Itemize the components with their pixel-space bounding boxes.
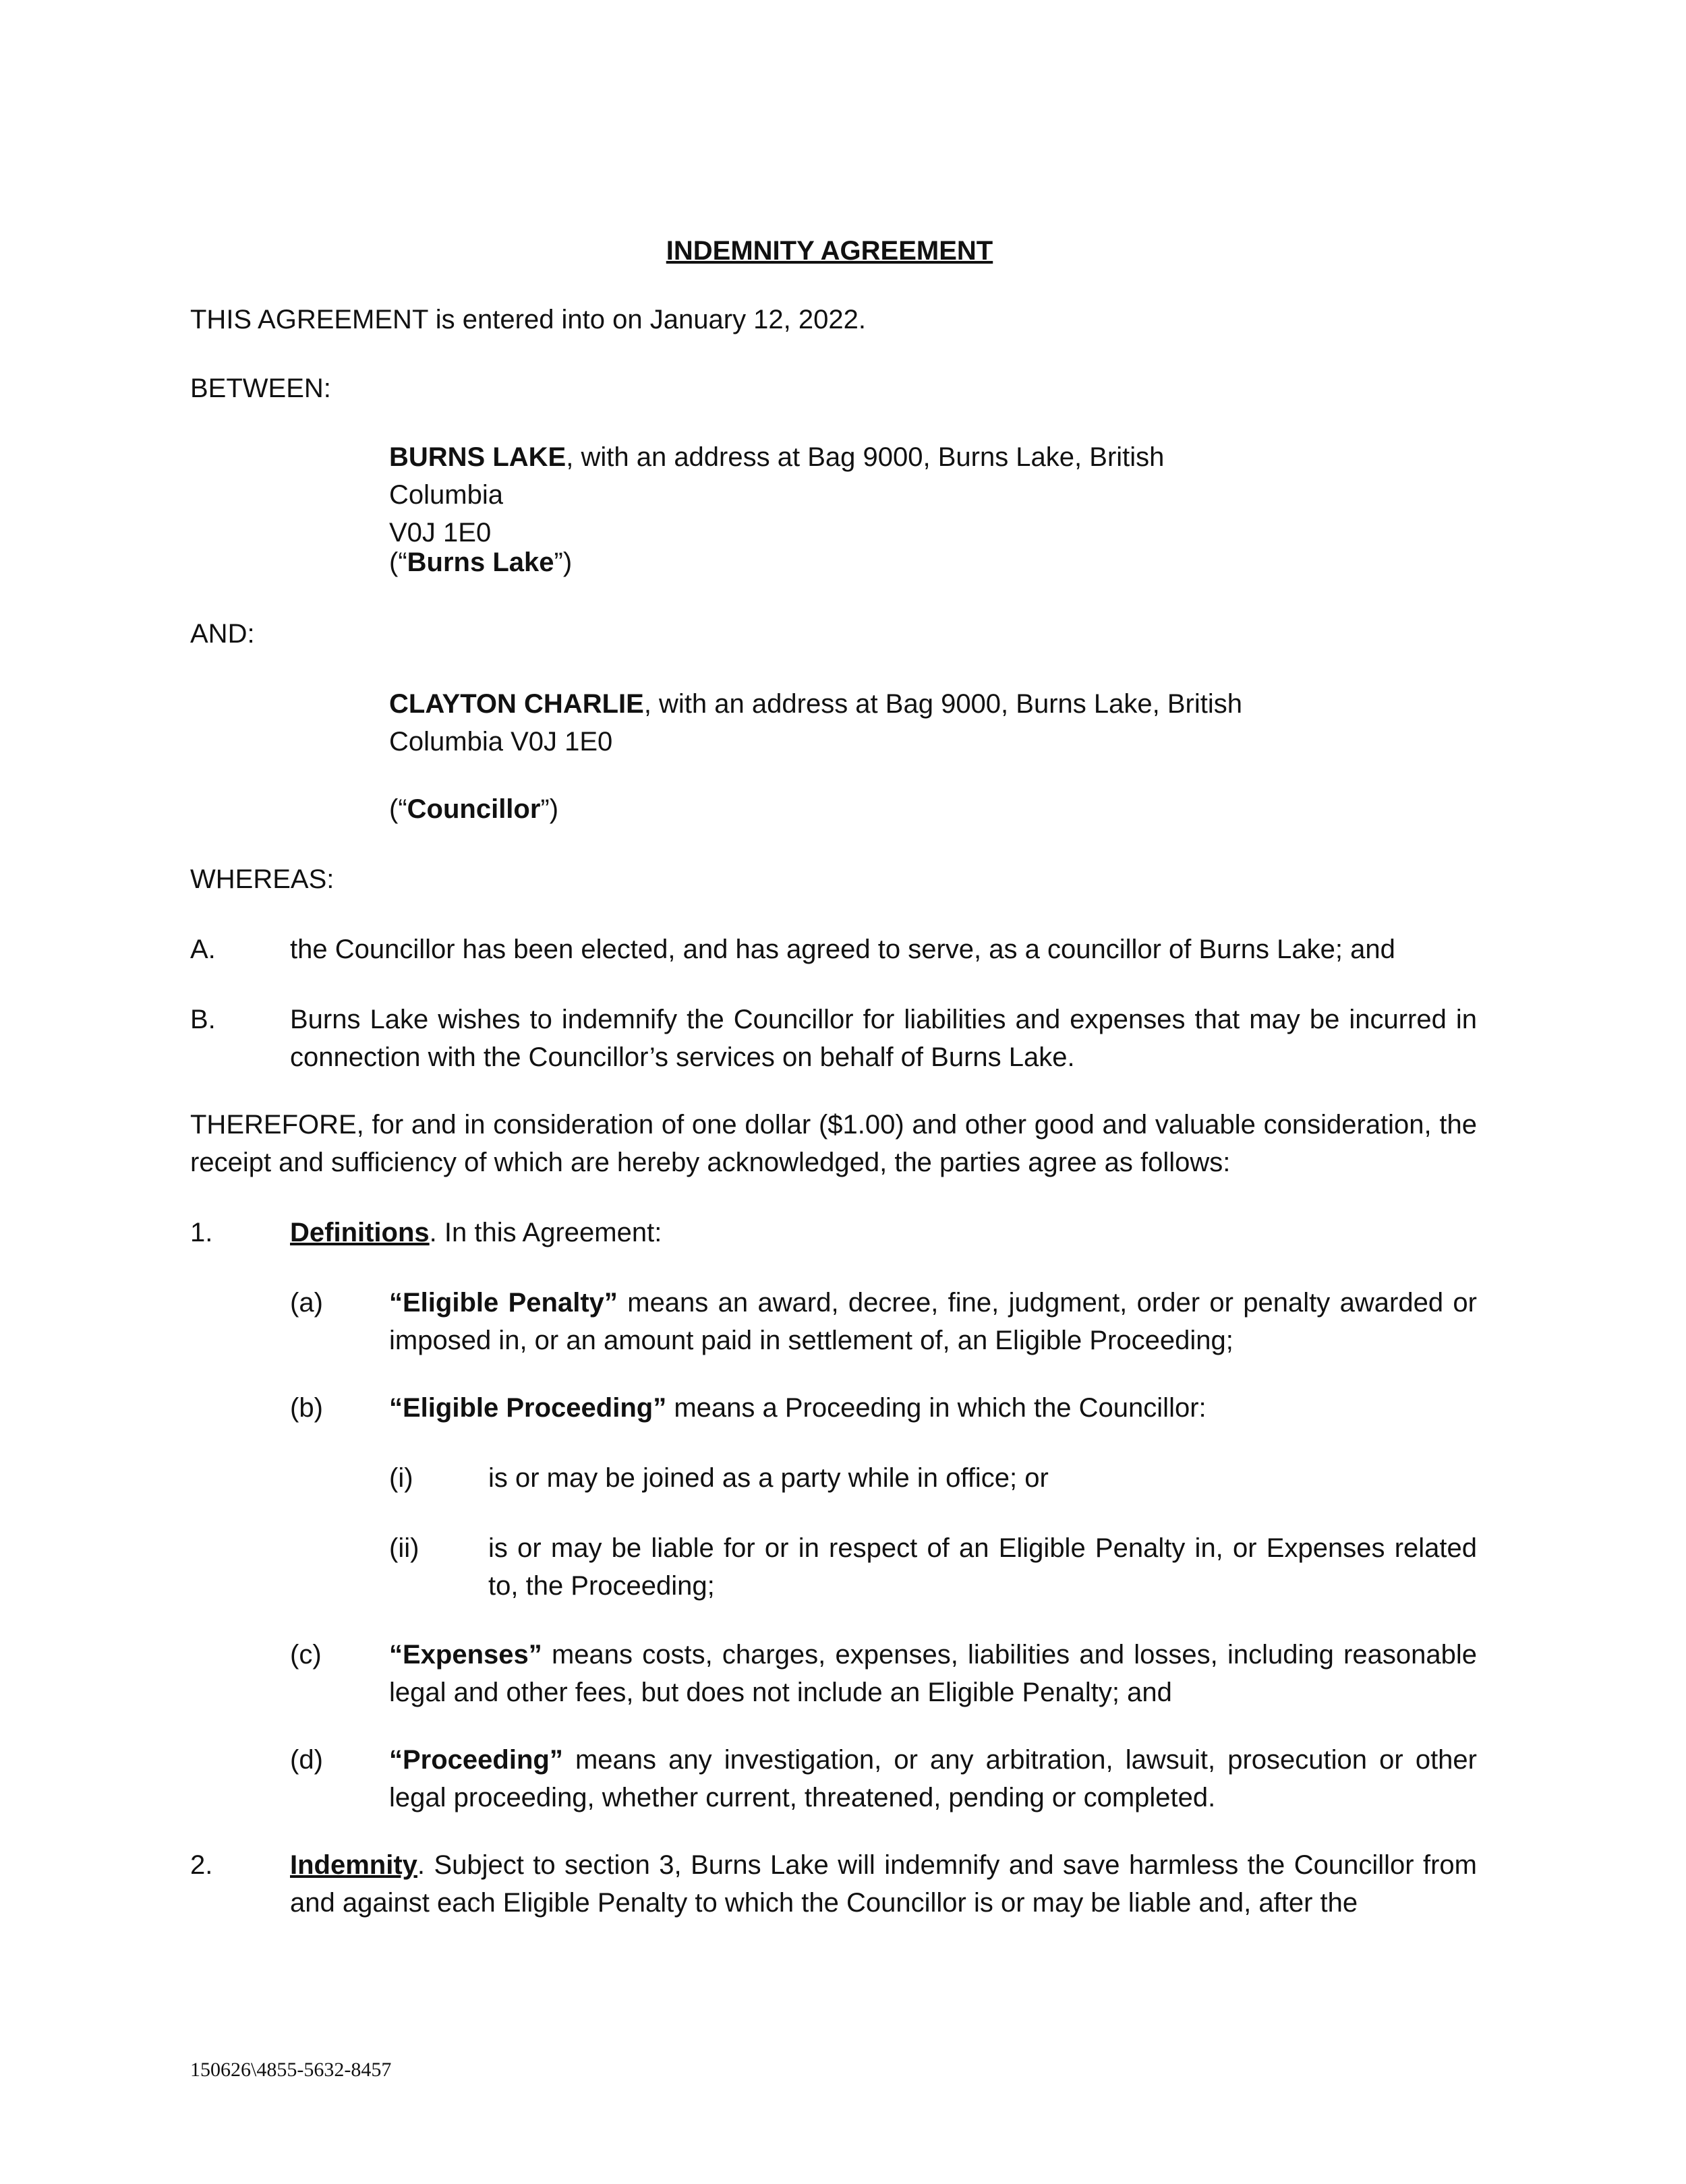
definition-b — [389, 1389, 1477, 1427]
party2-defined-term — [389, 790, 558, 828]
definition-d-label: (d) — [290, 1745, 323, 1775]
subitem-i-label: (i) — [389, 1463, 413, 1493]
between-label: BETWEEN: — [190, 374, 331, 403]
definition-c-term: “Expenses” — [389, 1640, 542, 1670]
recital-b-letter: B. — [190, 1005, 216, 1034]
definition-d-term: “Proceeding” — [389, 1745, 563, 1775]
whereas-label: WHEREAS: — [190, 864, 335, 894]
definition-d — [389, 1741, 1477, 1817]
definition-a-text: means an award, decree, fine, judgment, order or penalty awarded or imposed in, or an amount paid in settlement of, an Eligible Proceeding; — [389, 1288, 1477, 1355]
party2-address-line1: , with an address at Bag 9000, Burns Lake, British — [643, 689, 1242, 719]
party2-defined-open: (“ — [389, 794, 407, 824]
subitem-ii-label: (ii) — [389, 1533, 419, 1563]
party1-address-line1: , with an address at Bag 9000, Burns Lake, British Columbia — [389, 442, 1165, 510]
party1-defined-name: Burns Lake — [407, 548, 554, 577]
definition-d-text: means any investigation, or any arbitration, lawsuit, prosecution or other legal proceeding, whether current, threatened, pending or completed. — [389, 1745, 1477, 1812]
party2-name: CLAYTON CHARLIE — [389, 689, 644, 719]
party1-defined-open: (“ — [389, 548, 407, 577]
section1-heading-line — [290, 1214, 662, 1251]
definition-c — [389, 1636, 1477, 1711]
subitem-ii-text: is or may be liable for or in respect of an Eligible Penalty in, or Expenses related to, the Proceeding; — [488, 1533, 1477, 1601]
section2-paragraph — [290, 1846, 1477, 1922]
section1-heading: Definitions — [290, 1218, 430, 1247]
subitem-i-text: is or may be joined as a party while in office; or — [488, 1463, 1049, 1493]
party1-address-line2: V0J 1E0 — [389, 518, 492, 548]
party1-defined-term — [389, 543, 572, 581]
definition-b-term: “Eligible Proceeding” — [389, 1393, 667, 1423]
recital-a-text: the Councillor has been elected, and has agreed to serve, as a councillor of Burns Lake; and — [290, 935, 1395, 964]
definition-b-label: (b) — [290, 1393, 323, 1423]
definition-c-label: (c) — [290, 1640, 322, 1670]
recital-a-letter: A. — [190, 935, 216, 964]
party2-defined-name: Councillor — [407, 794, 541, 824]
party1-defined-close: ”) — [554, 548, 573, 577]
section2-heading: Indemnity — [290, 1850, 417, 1880]
party2-defined-close: ”) — [540, 794, 559, 824]
definition-a-label: (a) — [290, 1288, 323, 1318]
section2-number: 2. — [190, 1850, 213, 1880]
document-title: INDEMNITY AGREEMENT — [666, 236, 993, 266]
recital-b-text: Burns Lake wishes to indemnify the Councillor for liabilities and expenses that may be incurred in connection with the Councillor’s services on behalf of Burns Lake. — [290, 1005, 1477, 1072]
therefore-paragraph: THEREFORE, for and in consideration of one dollar ($1.00) and other good and valuable consideration, the receipt and sufficiency of which are hereby acknowledged, the parties agree as follows: — [190, 1110, 1477, 1177]
and-label: AND: — [190, 619, 255, 649]
intro-paragraph: THIS AGREEMENT is entered into on January 12, 2022. — [190, 305, 866, 334]
document-footer-id: 150626\4855-5632-8457 — [190, 2059, 392, 2081]
party2-address-line2: Columbia V0J 1E0 — [389, 727, 613, 757]
party1-name: BURNS LAKE — [389, 442, 566, 472]
definition-b-text: means a Proceeding in which the Councillor: — [666, 1393, 1207, 1423]
party2-block — [389, 685, 1279, 761]
definition-a — [389, 1284, 1477, 1359]
section1-number: 1. — [190, 1218, 213, 1247]
section2-text: . Subject to section 3, Burns Lake will indemnify and save harmless the Councillor from and against each Eligible Penalty to which the Councillor is or may be liable and, after the — [290, 1850, 1477, 1918]
section1-intro: . In this Agreement: — [429, 1218, 662, 1247]
party1-block — [389, 438, 1279, 552]
definition-c-text: means costs, charges, expenses, liabilities and losses, including reasonable legal and other fees, but does not include an Eligible Penalty; and — [389, 1640, 1477, 1707]
definition-a-term: “Eligible Penalty” — [389, 1288, 618, 1318]
